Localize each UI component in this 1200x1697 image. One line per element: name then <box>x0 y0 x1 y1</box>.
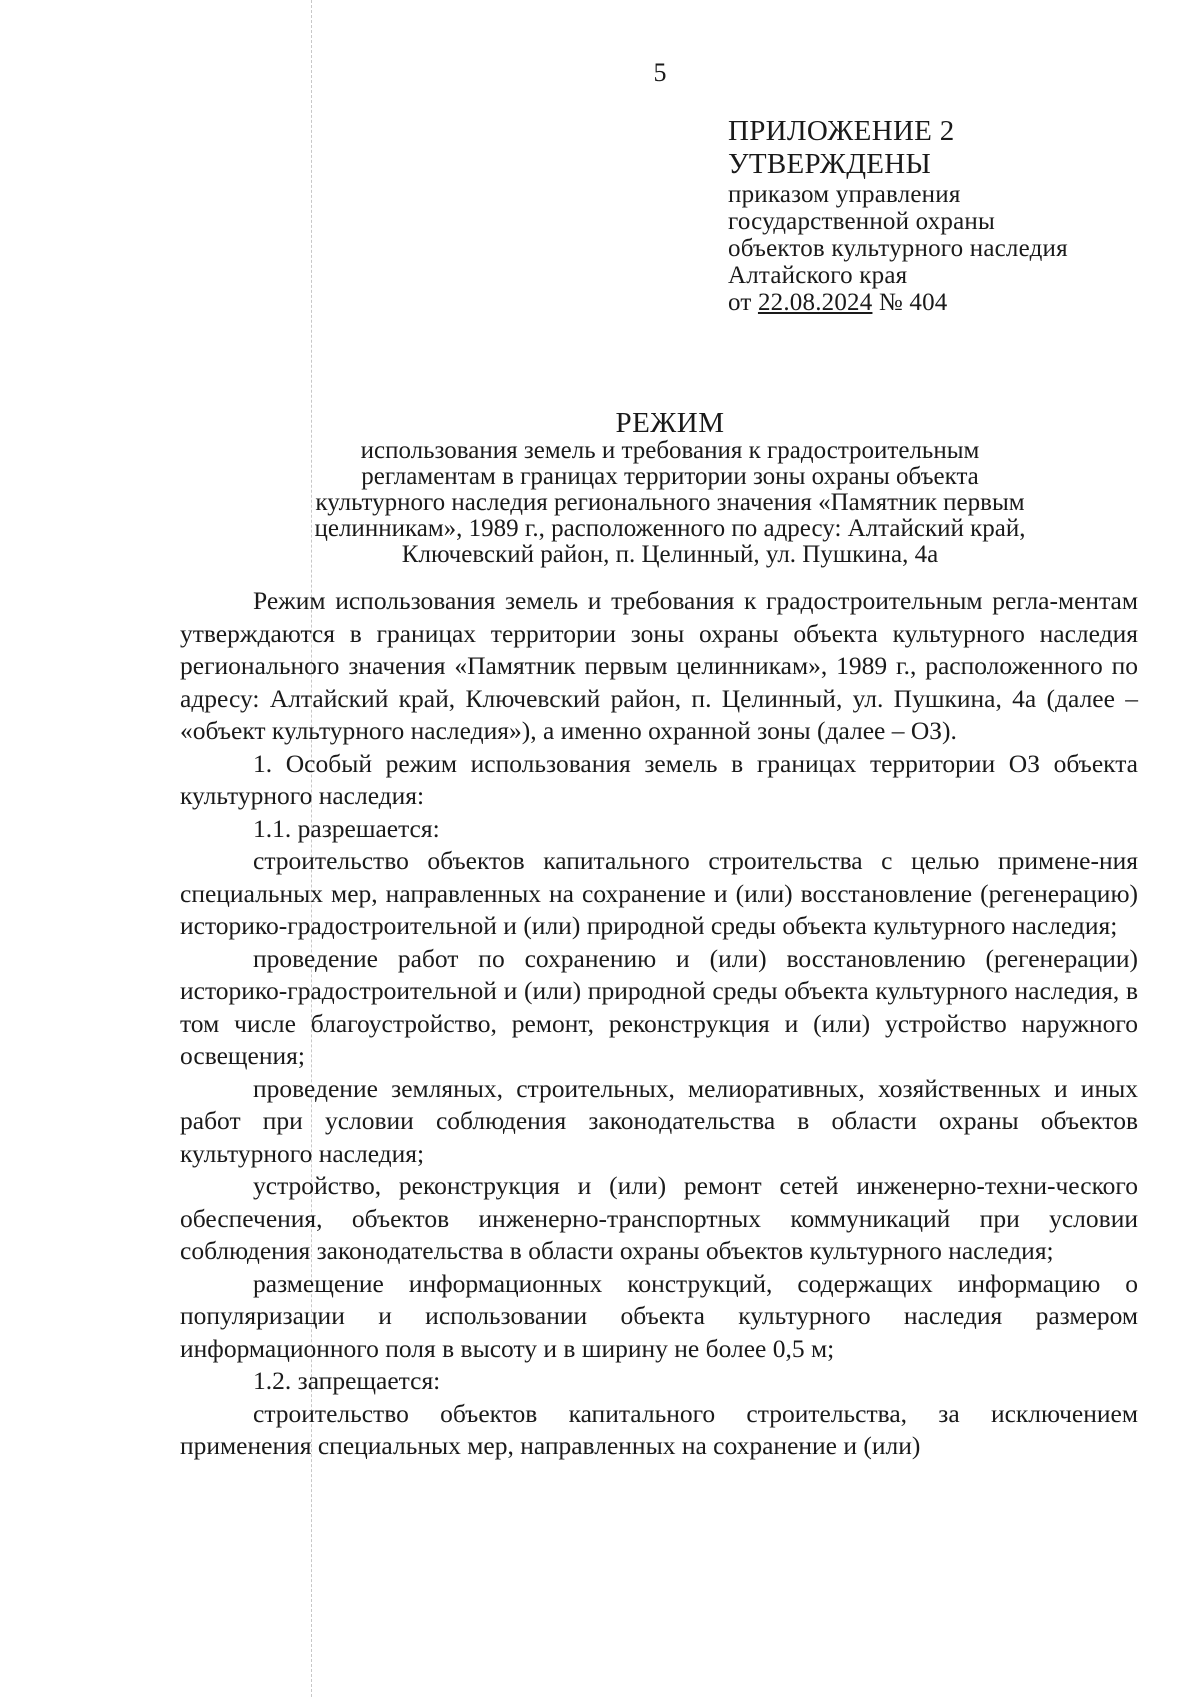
approved-label: УТВЕРЖДЕНЫ <box>728 148 932 180</box>
approval-line: приказом управления <box>728 181 961 208</box>
appendix-label: ПРИЛОЖЕНИЕ 2 <box>728 115 955 147</box>
paragraph-item: строительство объектов капитального строительства с целью примене-ния специальных мер, направленных на сохранение и (или) восстановление (регенерацию) историко-градостроительной и (или) природной среды объекта культурного наследия; <box>180 846 1138 940</box>
title-line: использования земель и требования к градостроительным <box>360 437 980 464</box>
title-line: целинникам», 1989 г., расположенного по адресу: Алтайский край, <box>314 515 1026 542</box>
title-heading: РЕЖИМ <box>615 407 725 439</box>
document-title <box>190 408 1150 568</box>
approval-line: государственной охраны <box>728 208 995 235</box>
order-number: № 404 <box>872 289 948 316</box>
paragraph-item: размещение информационных конструкций, содержащих информацию о популяризации и использовании объекта культурного наследия размером информационного поля в высоту и в ширину не более 0,5 м; <box>180 1268 1138 1363</box>
paragraph-item: проведение работ по сохранению и (или) восстановлению (регенерации) историко-градостроительной и (или) природной среды объекта культурного наследия, в том числе благоустройство, ремонт, реконструкция и (или) устройство наружного освещения; <box>180 943 1138 1070</box>
paragraph-intro: Режим использования земель и требования к градостроительным регла-ментам утверждаются в границах территории зоны охраны объекта культурного наследия регионального значения «Памятник первым целинникам», 1989 г., расположенного по адресу: Алтайский край, Ключевский район, п. Целинный, ул. Пушкина, 4а (далее – «объект культурного наследия»), а именно охранной зоны (далее – ОЗ). <box>180 586 1138 745</box>
approval-line: Алтайского края <box>728 262 908 289</box>
paragraph-item: проведение земляных, строительных, мелиоративных, хозяйственных и иных работ при условии соблюдения законодательства в области охраны объектов культурного наследия; <box>180 1073 1138 1168</box>
paragraph-section-1-1: 1.1. разрешается: <box>253 813 440 843</box>
order-date: 22.08.2024 <box>757 289 873 316</box>
paragraph-item: строительство объектов капитального строительства, за исключением применения специальных мер, направленных на сохранение и (или) <box>180 1398 1138 1460</box>
paragraph-section-1-2: 1.2. запрещается: <box>253 1366 441 1395</box>
document-body <box>180 585 1138 1463</box>
title-line: Ключевский район, п. Целинный, ул. Пушкина, 4а <box>401 541 939 568</box>
approval-line: объектов культурного наследия <box>728 235 1068 262</box>
order-date-line <box>728 289 1068 316</box>
paragraph-section-1: 1. Особый режим использования земель в границах территории ОЗ объекта культурного наследия: <box>180 748 1138 810</box>
approval-block <box>728 115 1068 316</box>
title-line: регламентам в границах территории зоны охраны объекта <box>361 463 979 490</box>
title-line: культурного наследия регионального значения «Памятник первым <box>315 489 1025 516</box>
date-prefix: от <box>728 289 758 316</box>
page-number: 5 <box>653 58 667 87</box>
paragraph-item: устройство, реконструкция и (или) ремонт сетей инженерно-техни-ческого обеспечения, объектов инженерно-транспортных коммуникаций при условии соблюдения законодательства в области охраны объектов культурного наследия; <box>180 1171 1138 1265</box>
